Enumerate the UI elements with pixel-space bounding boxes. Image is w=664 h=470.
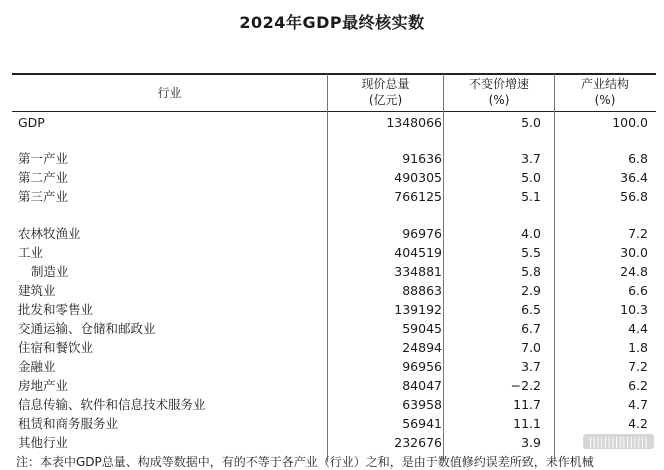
header-growth-rate: 不变价增速 (%) <box>468 77 529 107</box>
table-top-rule <box>12 73 656 75</box>
cell-structure: 4.2 <box>628 416 648 431</box>
cell-structure: 36.4 <box>620 170 648 185</box>
table-row <box>0 113 664 132</box>
cell-current-price: 96956 <box>402 359 442 374</box>
table-row <box>0 149 664 168</box>
cell-growth-rate: 6.5 <box>521 302 541 317</box>
cell-current-price: 1348066 <box>386 115 442 130</box>
cell-structure: 24.8 <box>620 264 648 279</box>
cell-structure: 30.0 <box>620 245 648 260</box>
table-row <box>0 281 664 300</box>
table-row <box>0 262 664 281</box>
cell-growth-rate: 3.7 <box>521 151 541 166</box>
page-title: 2024年GDP最终核实数 <box>239 13 425 32</box>
cell-current-price: 24894 <box>402 340 442 355</box>
cell-current-price: 59045 <box>402 321 442 336</box>
row-label: 农林牧渔业 <box>18 226 81 241</box>
row-label: 其他行业 <box>18 435 69 450</box>
header-structure: 产业结构 (%) <box>580 77 629 107</box>
cell-current-price: 139192 <box>394 302 442 317</box>
cell-current-price: 56941 <box>402 416 442 431</box>
cell-growth-rate: 7.0 <box>521 340 541 355</box>
row-label: 工业 <box>18 245 44 260</box>
row-label: 房地产业 <box>18 378 69 393</box>
watermark: |||||||||||||||| <box>583 434 654 449</box>
row-label: 第二产业 <box>18 170 69 185</box>
table-row <box>0 168 664 187</box>
row-label: 制造业 <box>31 264 69 279</box>
cell-current-price: 766125 <box>394 189 442 204</box>
row-label: GDP <box>18 115 45 130</box>
table-row <box>0 376 664 395</box>
header-bottom-rule <box>12 111 656 112</box>
cell-growth-rate: −2.2 <box>510 378 541 393</box>
cell-structure: 4.7 <box>628 397 648 412</box>
header-current-price: 现价总量 (亿元) <box>361 77 410 107</box>
cell-growth-rate: 5.1 <box>521 189 541 204</box>
cell-growth-rate: 5.8 <box>521 264 541 279</box>
cell-structure: 7.2 <box>628 359 648 374</box>
table-row <box>0 300 664 319</box>
cell-structure: 1.8 <box>628 340 648 355</box>
cell-growth-rate: 4.0 <box>521 226 541 241</box>
cell-current-price: 232676 <box>394 435 442 450</box>
cell-current-price: 91636 <box>402 151 442 166</box>
cell-current-price: 96976 <box>402 226 442 241</box>
cell-structure: 7.2 <box>628 226 648 241</box>
cell-structure: 6.6 <box>628 283 648 298</box>
cell-current-price: 84047 <box>402 378 442 393</box>
table-row <box>0 433 664 452</box>
cell-current-price: 490305 <box>394 170 442 185</box>
row-label: 批发和零售业 <box>18 302 94 317</box>
cell-structure: 10.3 <box>620 302 648 317</box>
table-row <box>0 187 664 206</box>
row-label: 建筑业 <box>18 283 56 298</box>
table-row <box>0 243 664 262</box>
row-label: 信息传输、软件和信息技术服务业 <box>18 397 206 412</box>
cell-growth-rate: 11.7 <box>513 397 541 412</box>
cell-structure: 6.2 <box>628 378 648 393</box>
cell-growth-rate: 5.0 <box>521 115 541 130</box>
table-row <box>0 224 664 243</box>
cell-structure: 6.8 <box>628 151 648 166</box>
row-label: 第三产业 <box>18 189 69 204</box>
table-row <box>0 319 664 338</box>
header-industry: 行业 <box>157 86 182 100</box>
row-label: 住宿和餐饮业 <box>18 340 94 355</box>
cell-growth-rate: 3.7 <box>521 359 541 374</box>
footnote: 注：本表中GDP总量、构成等数据中，有的不等于各产业（行业）之和，是由于数值修约误差所致，未作机械 <box>16 455 594 469</box>
cell-growth-rate: 11.1 <box>513 416 541 431</box>
cell-growth-rate: 2.9 <box>521 283 541 298</box>
row-label: 金融业 <box>18 359 56 374</box>
row-label: 租赁和商务服务业 <box>18 416 119 431</box>
cell-structure: 56.8 <box>620 189 648 204</box>
table-row <box>0 357 664 376</box>
cell-growth-rate: 5.0 <box>521 170 541 185</box>
cell-current-price: 88863 <box>402 283 442 298</box>
table-row <box>0 395 664 414</box>
cell-growth-rate: 5.5 <box>521 245 541 260</box>
cell-current-price: 404519 <box>394 245 442 260</box>
cell-current-price: 334881 <box>394 264 442 279</box>
cell-structure: 4.4 <box>628 321 648 336</box>
table-row <box>0 414 664 433</box>
row-label: 交通运输、仓储和邮政业 <box>18 321 156 336</box>
cell-growth-rate: 6.7 <box>521 321 541 336</box>
table-row <box>0 338 664 357</box>
cell-current-price: 63958 <box>402 397 442 412</box>
row-label: 第一产业 <box>18 151 69 166</box>
cell-structure: 100.0 <box>612 115 648 130</box>
cell-growth-rate: 3.9 <box>521 435 541 450</box>
